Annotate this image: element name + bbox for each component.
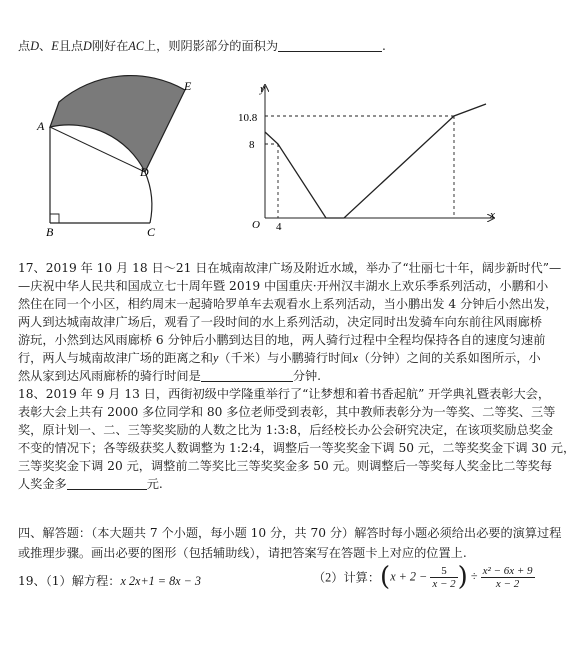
right-angle-mark bbox=[50, 214, 59, 223]
section-4-text: 四、解答题：（本大题共 7 个小题，每小题 10 分，共 70 分）解答时每小题必须给出必要的演算过程 bbox=[18, 526, 562, 540]
q17-text: 然住在同一个小区，相约周末一起骑哈罗单车去观看水上系列活动，当小鹏出发 4 分钟后小然出发， bbox=[18, 297, 558, 311]
q18-text: 不变的情况下；各等级获奖人数调整为 1:2:4，调整后一等奖奖金下调 50 元，二等奖奖金下调 30 元， bbox=[18, 441, 576, 455]
text: 、 bbox=[39, 39, 52, 53]
q17-text: 游玩，小然到达风雨廊桥 6 分钟后小鹏到达目的地，两人骑行过程中全程均保持各自的速度匀速前 bbox=[18, 333, 546, 347]
q17-text: 然从家到达风雨廊桥的骑行时间是 bbox=[18, 369, 201, 383]
y-tick-8: 8 bbox=[249, 139, 255, 151]
label-a: A bbox=[37, 119, 45, 133]
x-tick-4: 4 bbox=[276, 221, 282, 233]
y-axis-label: y bbox=[260, 83, 265, 95]
q18-line-1 bbox=[18, 386, 550, 402]
y-tick-10-8: 10.8 bbox=[238, 112, 258, 124]
q17-line-4 bbox=[18, 314, 542, 330]
segment-label: AC bbox=[128, 39, 144, 53]
section-4-line-1 bbox=[18, 525, 561, 541]
section-4-text: 或推理步骤。画出必要的图形（包括辅助线），请把答案写在答题卡上对应的位置上. bbox=[18, 546, 467, 560]
q18-text: 表彰大会上共有 2000 多位同学和 80 多位老师受到表彰，其中教师表彰分为一等奖、二等奖、三等 bbox=[18, 405, 556, 419]
q18-line-5 bbox=[18, 458, 552, 474]
label-d: D bbox=[140, 165, 149, 179]
fraction-numerator: 5 bbox=[430, 565, 457, 578]
q17-line-3 bbox=[18, 296, 558, 312]
fraction-quadratic bbox=[481, 565, 535, 590]
left-paren: ( bbox=[380, 562, 391, 592]
q18-text: 人奖金多 bbox=[18, 477, 67, 491]
q17-line-2 bbox=[18, 278, 548, 294]
x-axis-label: x bbox=[490, 209, 495, 221]
q17-text: —庆祝中华人民共和国成立七十周年暨 2019 中国重庆·开州汉丰湖水上欢乐季系列活动，小鹏和小 bbox=[18, 279, 549, 293]
q18-line-4 bbox=[18, 440, 575, 456]
question-16-tail bbox=[18, 38, 386, 54]
text: . bbox=[382, 39, 386, 53]
label-e: E bbox=[184, 79, 192, 93]
q18-text: 奖，原计划一、二、三等奖奖励的人数之比为 1:3:8，后经校长办公会研究决定，在该项奖励总奖金 bbox=[18, 423, 554, 437]
q18-answer-blank[interactable] bbox=[67, 477, 147, 490]
text: 点 bbox=[18, 39, 31, 53]
q18-line-6 bbox=[18, 476, 163, 492]
answer-blank[interactable] bbox=[278, 39, 382, 52]
q18-text: 18、2019 年 9 月 13 日，西街初级中学隆重举行了“让梦想和着书香起航” 开学典礼暨表彰大会， bbox=[18, 387, 551, 401]
section-4-line-2 bbox=[18, 545, 467, 561]
q18-line-3 bbox=[18, 422, 553, 438]
fraction-denominator: x − 2 bbox=[495, 577, 520, 590]
point-label: E bbox=[51, 39, 59, 53]
q17-line-7 bbox=[18, 368, 321, 384]
q18-line-2 bbox=[18, 404, 555, 420]
q17-text: 行，两人与城南故津广场的距离之和 bbox=[18, 351, 213, 365]
right-paren: ) bbox=[457, 562, 468, 592]
q18-text: 三等奖奖金下调 20 元，调整前二等奖比三等奖奖金多 50 元。则调整后一等奖每人奖金比二等奖每 bbox=[18, 459, 553, 473]
q19-part2 bbox=[313, 562, 535, 592]
label-c: C bbox=[147, 225, 156, 239]
shaded-region bbox=[50, 76, 185, 172]
q17-text: 两人到达城南故津广场后，观看了一段时间的水上系列活动，决定同时出发骑车向东前往风雨廊桥 bbox=[18, 315, 543, 329]
variable-x: x bbox=[352, 351, 358, 365]
text: 且点 bbox=[58, 39, 84, 53]
distance-time-graph bbox=[240, 78, 500, 238]
expr-x-plus-2: x + 2 − bbox=[390, 569, 428, 584]
q17-text: （分钟）之间的关系如图所示，小 bbox=[357, 351, 541, 365]
q17-text: （千米）与小鹏骑行时间 bbox=[218, 351, 353, 365]
point-label: D bbox=[30, 39, 39, 53]
q19-label: 19、（1）解方程： bbox=[18, 574, 121, 588]
q19-equation: x 2x+1 = 8x − 3 bbox=[120, 574, 201, 588]
graph-polyline bbox=[265, 104, 486, 218]
divide-sign: ÷ bbox=[470, 569, 478, 584]
q17-answer-blank[interactable] bbox=[201, 369, 293, 382]
q17-line-6 bbox=[18, 350, 541, 366]
fraction-denominator: x − 2 bbox=[432, 577, 456, 590]
fraction-5-over-x-2 bbox=[430, 565, 457, 590]
fraction-numerator: x² − 6x + 9 bbox=[482, 564, 533, 577]
text: 上，则阴影部分的面积为 bbox=[143, 39, 279, 53]
q18-text: 元. bbox=[146, 477, 163, 491]
variable-y: y bbox=[213, 351, 219, 365]
q17-line-1 bbox=[18, 260, 561, 276]
text: 刚好在 bbox=[91, 39, 129, 53]
q19-part2-label: （2）计算： bbox=[313, 570, 381, 585]
label-b: B bbox=[46, 225, 54, 239]
arc-dc bbox=[145, 172, 152, 223]
q17-text: 分钟. bbox=[292, 369, 322, 383]
q19-part1 bbox=[18, 573, 201, 589]
point-label: D bbox=[83, 39, 92, 53]
origin-label: O bbox=[252, 219, 260, 231]
q17-text: 17、2019 年 10 月 18 日～21 日在城南故津广场及附近水域，举办了“壮丽七十年，阔步新时代”— bbox=[18, 261, 562, 275]
q17-line-5 bbox=[18, 332, 545, 348]
sector-figure bbox=[30, 70, 210, 240]
